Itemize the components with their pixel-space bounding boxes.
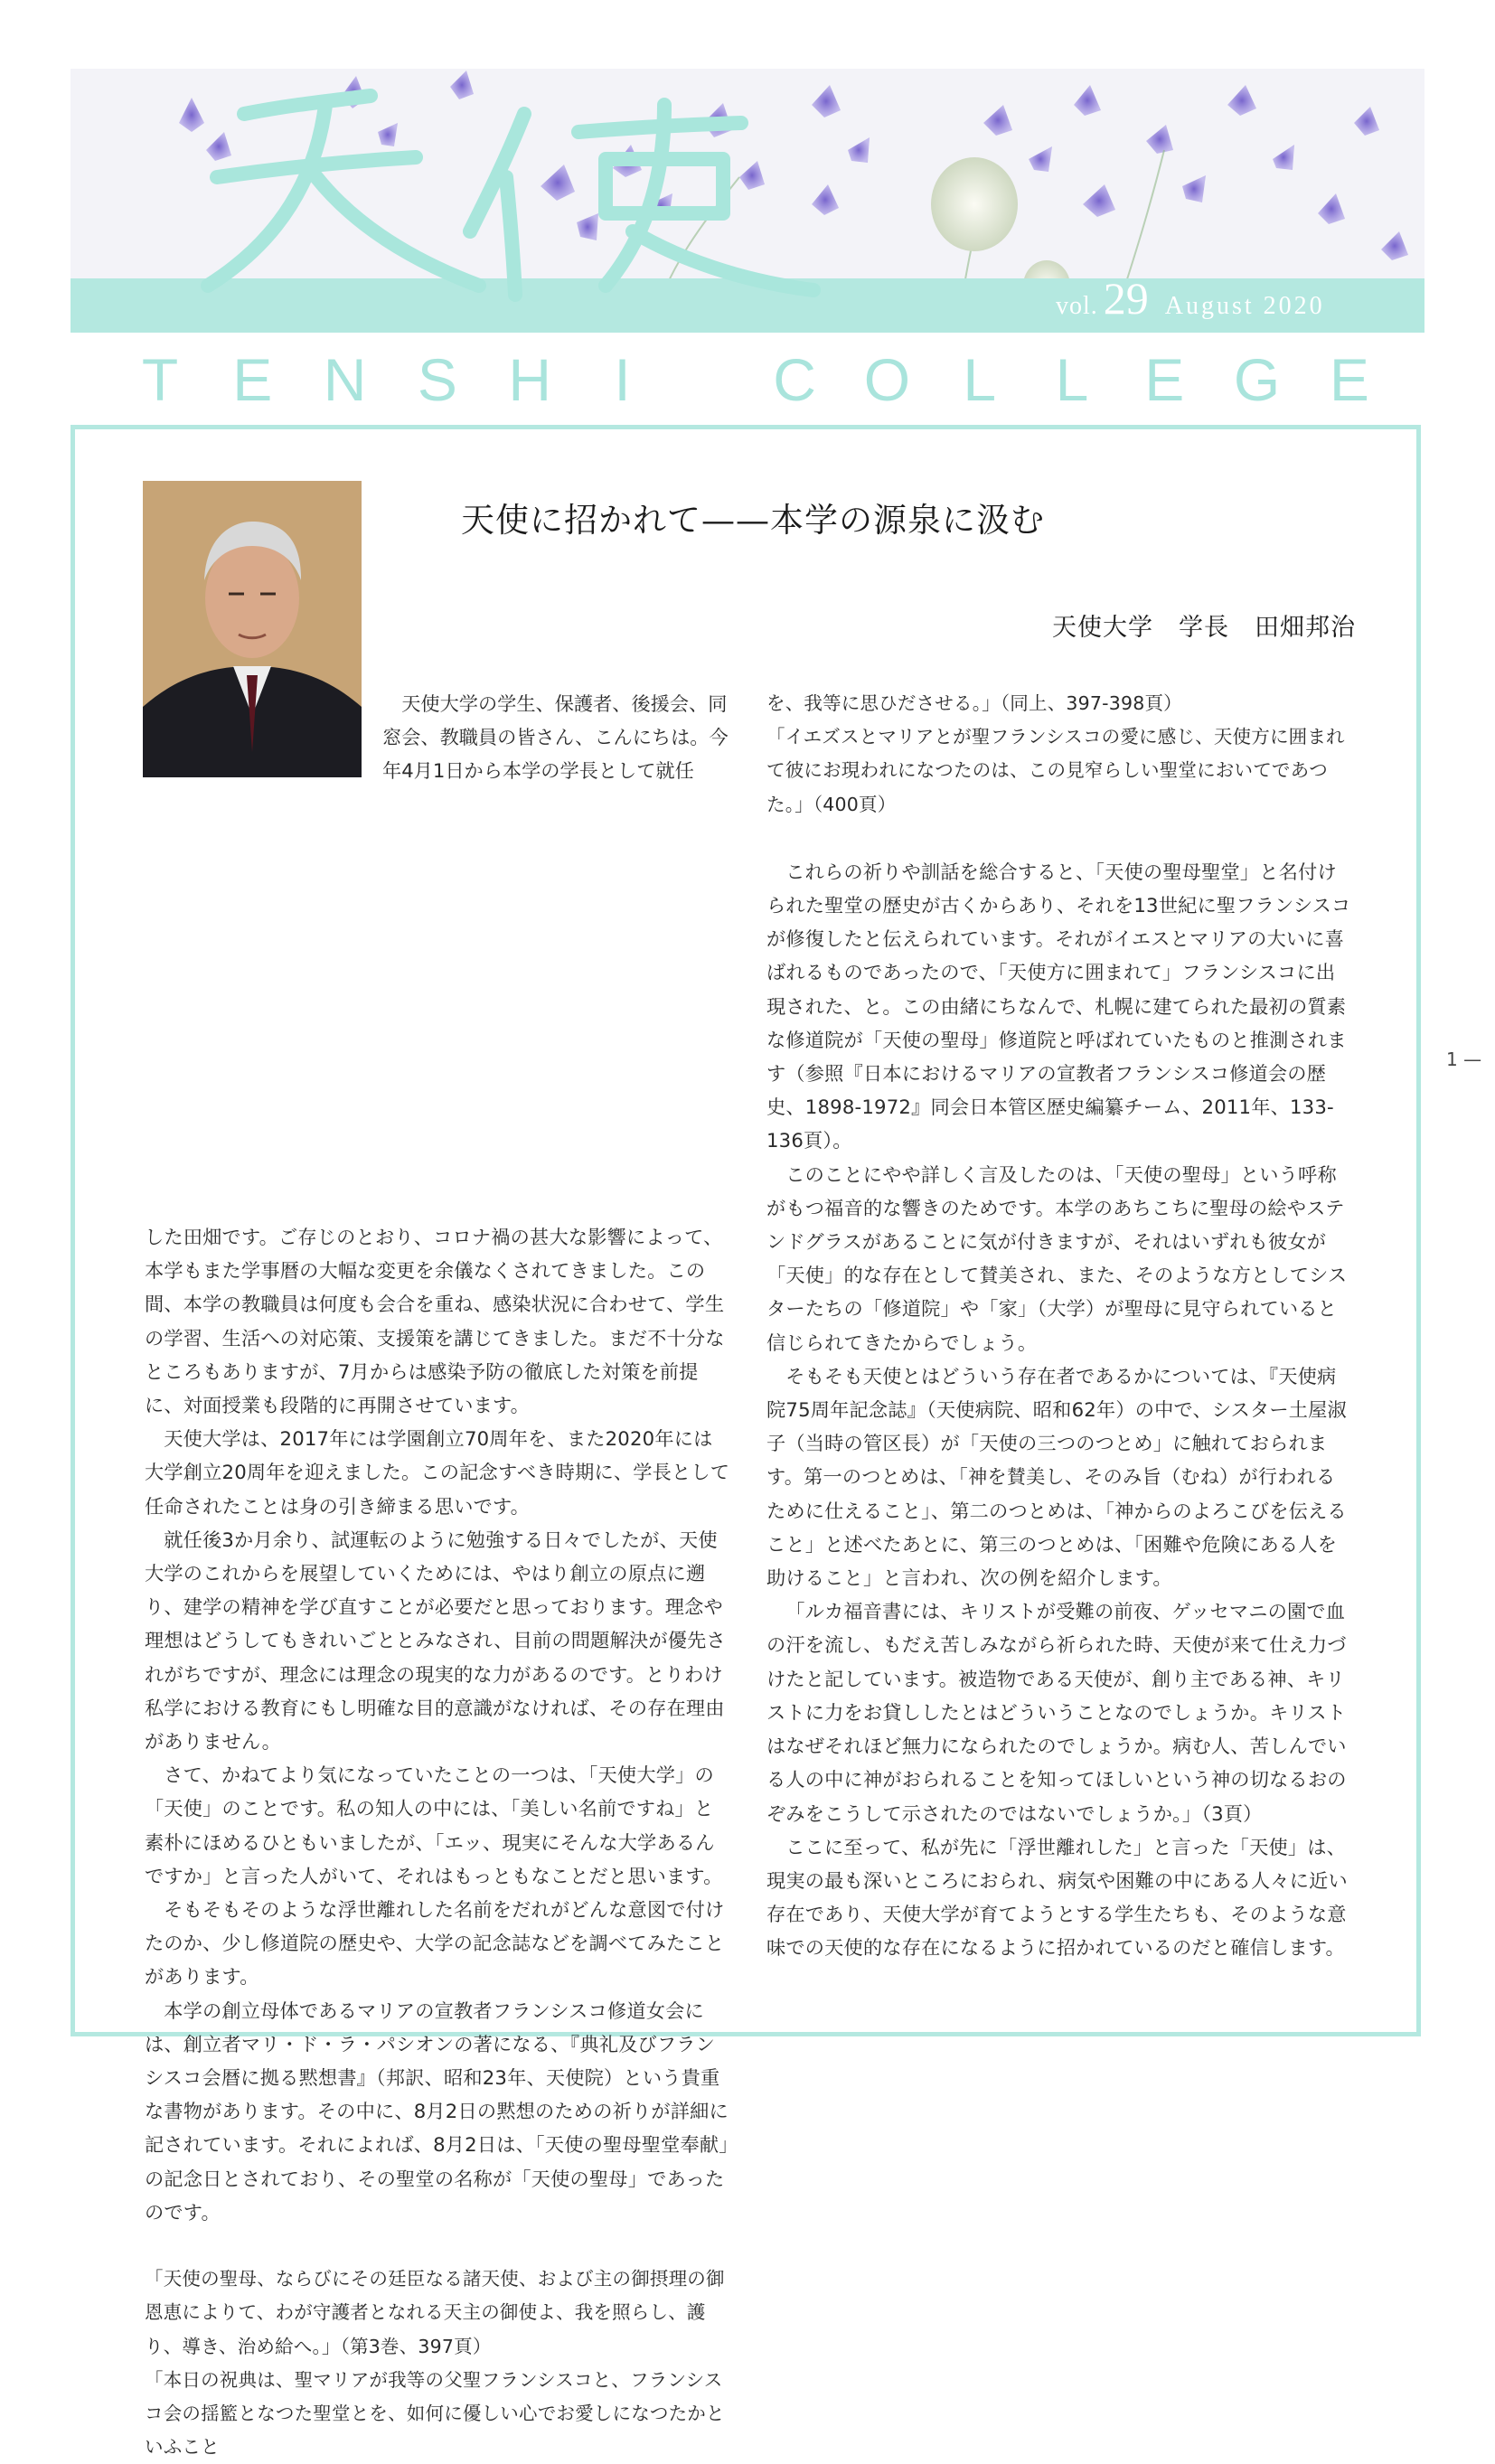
issue-number: 29 — [1103, 273, 1149, 324]
college-letter: G — [1233, 346, 1281, 413]
article-intro: 天使大学の学生、保護者、後援会、同窓会、教職員の皆さん、こんにちは。今年4月1日から本学の学長として就任 — [382, 692, 729, 783]
college-letter: S — [417, 346, 457, 413]
article-column-left — [145, 1220, 730, 2464]
paragraph-spacer — [145, 2229, 730, 2262]
body-paragraph: 本学の創立母体であるマリアの宣教者フランシスコ修道女会には、創立者マリ・ド・ラ・パシオンの著になる、『典礼及びフランシスコ会暦に拠る黙想書』（邦訳、昭和23年、天使院）という貴重な書物があります。その中に、8月2日の黙想のための祈りが詳細に記されています。それによれば、8月2日は、「天使の聖母聖堂奉献」の記念日とされており、その聖堂の名称が「天使の聖母」であったのです。 — [145, 1998, 729, 2224]
quote-paragraph: 「本日の祝典は、聖マリアが我等の父聖フランシスコと、フランシスコ会の揺籃となつた聖堂とを、如何に優しい心でお愛しになつたかといふこと — [145, 2368, 725, 2459]
body-paragraph: これらの祈りや訓話を総合すると、「天使の聖母聖堂」と名付けられた聖堂の歴史が古くからあり、それを13世紀に聖フランシスコが修復したと伝えられています。それがイエスとマリアの大いに喜ばれるものであったので、「天使方に囲まれて」フランシスコに出現された、と。この由緒にちなんで、札幌に建てられた最初の質素な修道院が「天使の聖母」修道院と呼ばれていたものと推測されます（参照『日本におけるマリアの宣教者フランシスコ修道会の歴史、1898-1972』同会日本管区歴史編纂チーム、2011年、133-136頁）。 — [766, 860, 1351, 1152]
college-name — [136, 343, 1374, 416]
issue-vol: vol. — [1056, 292, 1098, 320]
page-number: 1 — — [1446, 1049, 1482, 1070]
quote-paragraph: 「イエズスとマリアとが聖フランシスコの愛に感じ、天使方に囲まれて彼にお現われになつたのは、この見窄らしい聖堂においてであつた。」（400頁） — [766, 726, 1345, 815]
college-letter: H — [508, 346, 552, 413]
body-paragraph: そもそも天使とはどういう存在者であるかについては、『天使病院75周年記念誌』（天使病院、昭和62年）の中で、シスター土屋淑子（当時の管区長）が「天使の三つのつとめ」に触れておられます。第一のつとめは、「神を賛美し、そのみ旨（むね）が行われるために仕えること」、第二のつとめは、「神からのよろこびを伝えること」と述べたあとに、第三のつとめは、「困難や危険にある人を助けること」と言われ、次の例を紹介します。 — [766, 1364, 1347, 1590]
body-paragraph: このことにやや詳しく言及したのは、「天使の聖母」という呼称がもつ福音的な響きのためです。本学のあちこちに聖母の絵やステンドグラスがあることに気が付きますが、それはいずれも彼女が「天使」的な存在として賛美され、また、そのような方としてシスターたちの「修道院」や「家」（大学）が聖母に見守られていると信じられてきたからでしょう。 — [766, 1162, 1348, 1354]
college-letter: N — [323, 346, 367, 413]
college-letter: C — [773, 346, 816, 413]
article-byline: 天使大学 学長 田畑邦治 — [1052, 614, 1356, 642]
college-letter: T — [141, 346, 179, 413]
article-column-right — [766, 687, 1354, 1965]
body-paragraph: 天使大学は、2017年には学園創立70周年を、また2020年には大学創立20周年を迎えました。この記念すべき時期に、学長として任命されたことは身の引き締まる思いです。 — [145, 1427, 730, 1518]
body-paragraph: そもそもそのような浮世離れした名前をだれがどんな意図で付けたのか、少し修道院の歴史や、大学の記念誌などを調べてみたことがあります。 — [145, 1898, 725, 1989]
body-paragraph: 「ルカ福音書には、キリストが受難の前夜、ゲッセマニの園で血の汗を流し、もだえ苦しみながら祈られた時、天使が来て仕え力づけたと記しています。被造物である天使が、創り主である神、キリストに力をお貸ししたとはどういうことなのでしょうか。キリストはなぜそれほど無力になられたのでしょうか。病む人、苦しんでいる人の中に神がおられることを知ってほしいという神の切なるおのぞみをこうして示されたのではないでしょうか。」（3頁） — [766, 1600, 1347, 1825]
college-letter: E — [1144, 346, 1185, 413]
college-letter: I — [614, 346, 631, 413]
masthead-logo — [181, 78, 832, 304]
paragraph-spacer — [766, 822, 1354, 855]
body-paragraph: した田畑です。ご存じのとおり、コロナ禍の甚大な影響によって、本学もまた学事暦の大幅な変更を余儀なくされてきました。この間、本学の教職員は何度も会合を重ね、感染状況に合わせて、学生の学習、生活への対応策、支援策を講じてきました。まだ不十分なところもありますが、7月からは感染予防の徹底した対策を前提に、対面授業も段階的に再開させています。 — [145, 1226, 725, 1417]
quote-paragraph: を、我等に思ひださせる。」（同上、397-398頁） — [766, 692, 1182, 714]
college-letter: E — [1329, 346, 1369, 413]
college-letter: L — [963, 346, 997, 413]
college-letter: L — [1055, 346, 1089, 413]
issue-date: August 2020 — [1164, 292, 1325, 320]
college-letter: E — [232, 346, 273, 413]
issue-info — [1056, 273, 1325, 324]
college-letter: O — [863, 346, 911, 413]
body-paragraph: ここに至って、私が先に「浮世離れした」と言った「天使」は、現実の最も深いところにおられ、病気や困難の中にある人々に近い存在であり、天使大学が育てようとする学生たちも、そのような意味での天使的な存在になるように招かれているのだと確信します。 — [766, 1835, 1348, 1960]
body-paragraph: 就任後3か月余り、試運転のように勉強する日々でしたが、天使大学のこれからを展望していくためには、やはり創立の原点に遡り、建学の精神を学び直すことが必要だと思っております。理念や理想はどうしてもきれいごととみなされ、目前の問題解決が優先されがちですが、理念には理念の現実的な力があるのです。とりわけ私学における教育にもし明確な目的意識がなければ、その存在理由がありません。 — [145, 1528, 726, 1754]
body-paragraph: さて、かねてより気になっていたことの一つは、「天使大学」の「天使」のことです。私の知人の中には、「美しい名前ですね」と素朴にほめるひともいましたが、「エッ、現実にそんな大学あるんですか」と言った人がいて、それはもっともなことだと思います。 — [145, 1763, 723, 1887]
quote-paragraph: 「天使の聖母、ならびにその廷臣なる諸天使、および主の御摂理の御恩恵によりて、わが守護者となれる天主の御使よ、我を照らし、護り、導き、治め給へ。」（第3巻、397頁） — [145, 2268, 725, 2357]
article-title: 天使に招かれて——本学の源泉に汲む — [461, 501, 1045, 540]
president-portrait — [143, 481, 362, 777]
